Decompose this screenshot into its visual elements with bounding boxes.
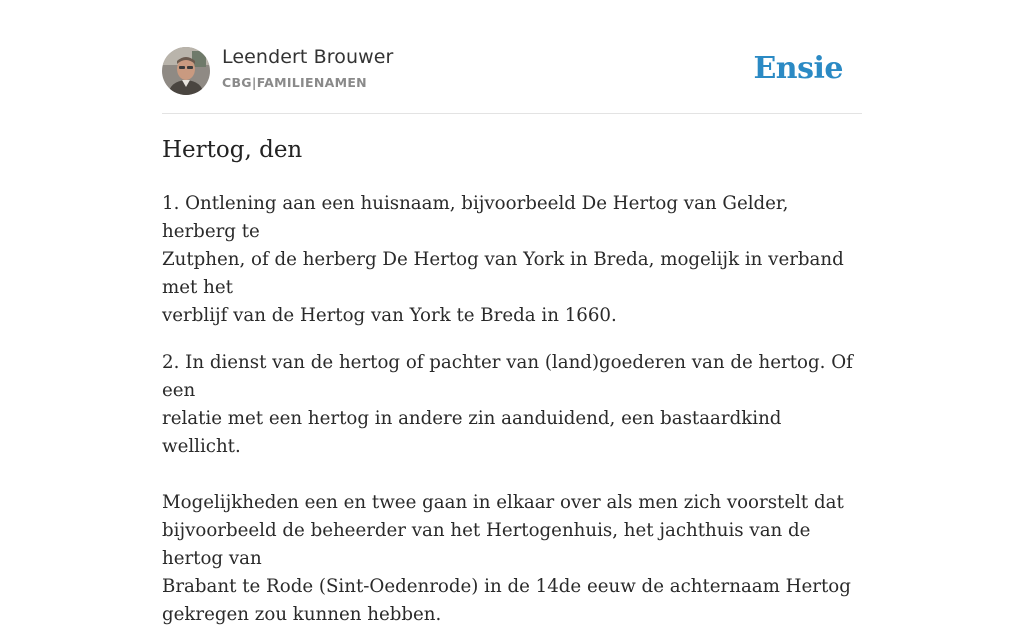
paragraph-2: 2. In dienst van de hertog of pachter van (land)goederen van de hertog. Of een relatie met een hertog in andere zin aanduidend, een bastaardkind wellicht. <box>162 352 853 457</box>
article-card <box>162 0 862 625</box>
article-body <box>162 190 862 629</box>
ensie-logo[interactable]: Ensie <box>753 51 843 86</box>
paragraph-1: 1. Ontlening aan een huisnaam, bijvoorbeeld De Hertog van Gelder, herberg te Zutphen, of de herberg De Hertog van York in Breda, mogelijk in verband met het verblijf van de Hertog van York te Breda in 1660. <box>162 193 844 326</box>
paragraph-3: Mogelijkheden een en twee gaan in elkaar over als men zich voorstelt dat bijvoorbeeld de beheerder van het Hertogenhuis, het jachthuis van de hertog van Brabant te Rode (Sint-Oedenrode) in de 14de eeuw de achternaam Hertog gekregen zou kunnen hebben. <box>162 492 851 625</box>
author-avatar[interactable] <box>162 47 210 95</box>
author-name[interactable]: Leendert Brouwer <box>222 46 394 68</box>
author-category[interactable]: CBG|FAMILIENAMEN <box>222 75 367 90</box>
article-title: Hertog, den <box>162 137 303 163</box>
author-photo-icon <box>162 47 210 95</box>
article-header <box>162 0 862 114</box>
